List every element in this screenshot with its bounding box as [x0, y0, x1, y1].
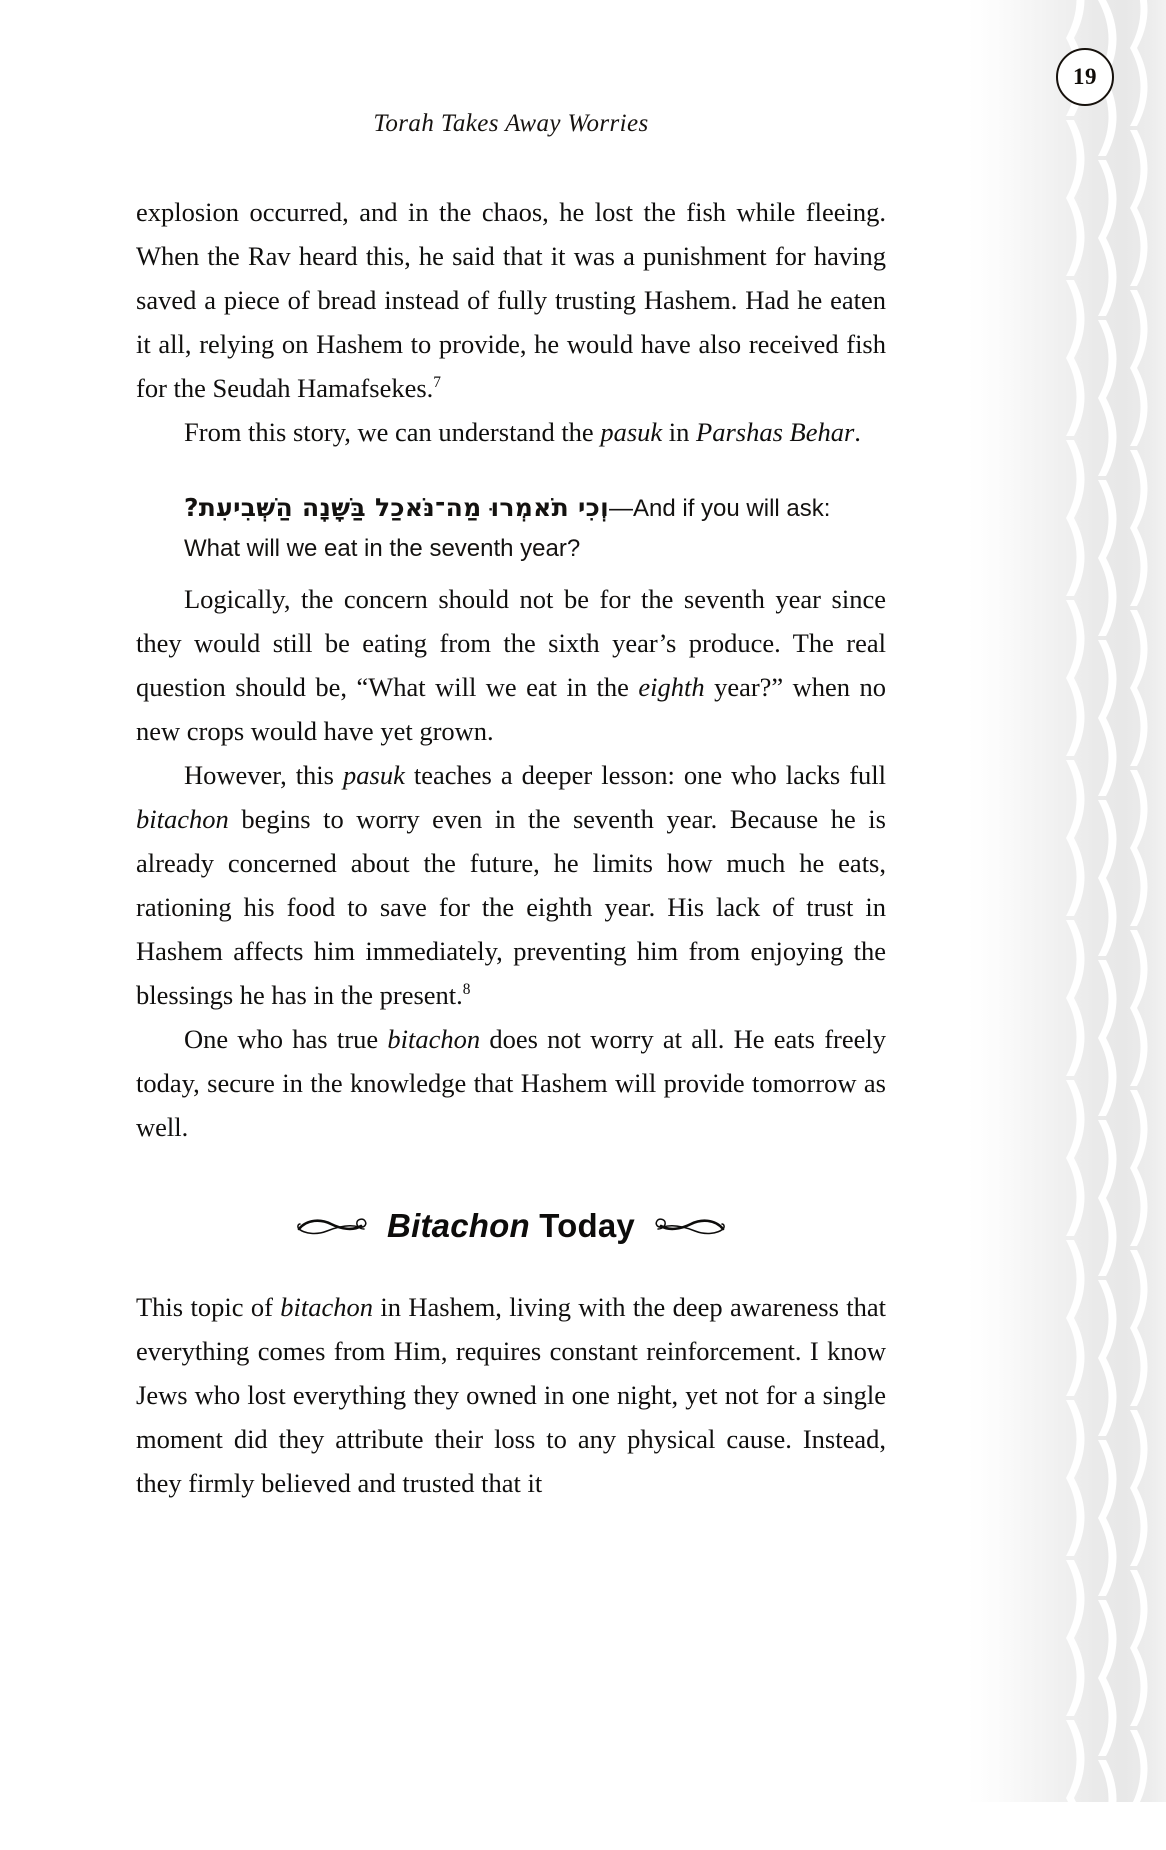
paragraph-2-text-b: in — [662, 417, 697, 447]
decorative-edge-band — [910, 0, 1166, 1802]
paragraph-3-text-a: Logically, the concern should not be for the seventh year since they would still be eating from the sixth year’s produce. The real question should be, “What will we eat in the — [136, 584, 886, 702]
section-heading-text — [387, 1207, 635, 1245]
paragraph-2-text-c: . — [854, 417, 861, 447]
paragraph-3 — [136, 577, 886, 753]
paragraph-3-italic-eighth: eighth — [638, 672, 705, 702]
quotation-line-2: What will we eat in the seventh year? — [184, 535, 581, 562]
paragraph-5-text-b: does not worry at all. He eats freely today, secure in the knowledge that Hashem will provide tomorrow as well. — [136, 1024, 886, 1142]
paragraph-4 — [136, 753, 886, 1017]
em-dash: — — [609, 495, 634, 522]
paragraph-2-text-a: From this story, we can understand the — [184, 417, 601, 447]
section-heading — [136, 1207, 886, 1245]
hebrew-quotation-block — [136, 488, 886, 569]
paragraph-6-text-a: This topic of — [136, 1292, 281, 1322]
paragraph-4-text-a: However, this — [184, 760, 343, 790]
footnote-marker-7: 7 — [433, 374, 441, 392]
swash-flourish-icon — [653, 1213, 725, 1239]
paragraph-3-text-b: year?” when no new crops would have yet grown. — [136, 672, 886, 746]
paragraph-6-italic-bitachon: bitachon — [280, 1292, 374, 1322]
swash-flourish-icon — [297, 1213, 369, 1239]
paragraph-4-italic-pasuk: pasuk — [343, 760, 405, 790]
braid-pattern-icon — [1122, 0, 1162, 1850]
paragraph-5 — [136, 1017, 886, 1149]
section-heading-italic-word: Bitachon — [387, 1207, 530, 1244]
paragraph-2-italic-parshas-behar: Parshas Behar — [696, 417, 855, 447]
paragraph-5-italic-bitachon: bitachon — [387, 1024, 481, 1054]
footnote-marker-8: 8 — [462, 981, 471, 999]
paragraph-4-text-c: begins to worry even in the seventh year. Because he is already concerned about the future, he limits how much he eats, rationing his food to save for the eighth year. His lack of trust in Hashem affects him immediately, preventing him from enjoying the blessings he has in the present. — [136, 804, 886, 1010]
page-number-value: 19 — [1073, 63, 1097, 89]
paragraph-1-text: explosion occurred, and in the chaos, he lost the fish while fleeing. When the Rav heard this, he said that it was a punishment for having saved a piece of bread instead of fully trusting Hashem. Had he eaten it all, relying on Hashem to provide, he would have also received fish for the Seudah Hamafsekes. — [136, 197, 886, 403]
page-number-medallion — [1056, 48, 1114, 106]
paragraph-1 — [136, 190, 886, 410]
paragraph-5-text-a: One who has true — [184, 1024, 388, 1054]
paragraph-4-italic-bitachon: bitachon — [136, 804, 229, 834]
hebrew-verse-text: וְכִי תֹאמְרוּ מַה־נֹּאכַל בַּשָּׁנָה הַשְּׁבִיעִת? — [184, 493, 610, 522]
section-heading-roman-word: Today — [539, 1207, 635, 1244]
quotation-line-1 — [184, 488, 876, 529]
text-column — [136, 0, 886, 1505]
paragraph-4-text-b: teaches a deeper lesson: one who lacks full — [404, 760, 886, 790]
running-head: Torah Takes Away Worries — [373, 110, 649, 137]
paragraph-2 — [136, 410, 886, 454]
paragraph-2-italic-pasuk: pasuk — [600, 417, 663, 447]
paragraph-6-text-b: in Hashem, living with the deep awareness that everything comes from Him, requires constant reinforcement. I know Jews who lost everything they owned in one night, yet not for a single moment did they attribute their loss to any physical cause. Instead, they firmly believed and trusted that it — [136, 1292, 886, 1498]
quotation-translation-line-1: And if you will ask: — [633, 495, 831, 522]
paragraph-6 — [136, 1285, 886, 1505]
